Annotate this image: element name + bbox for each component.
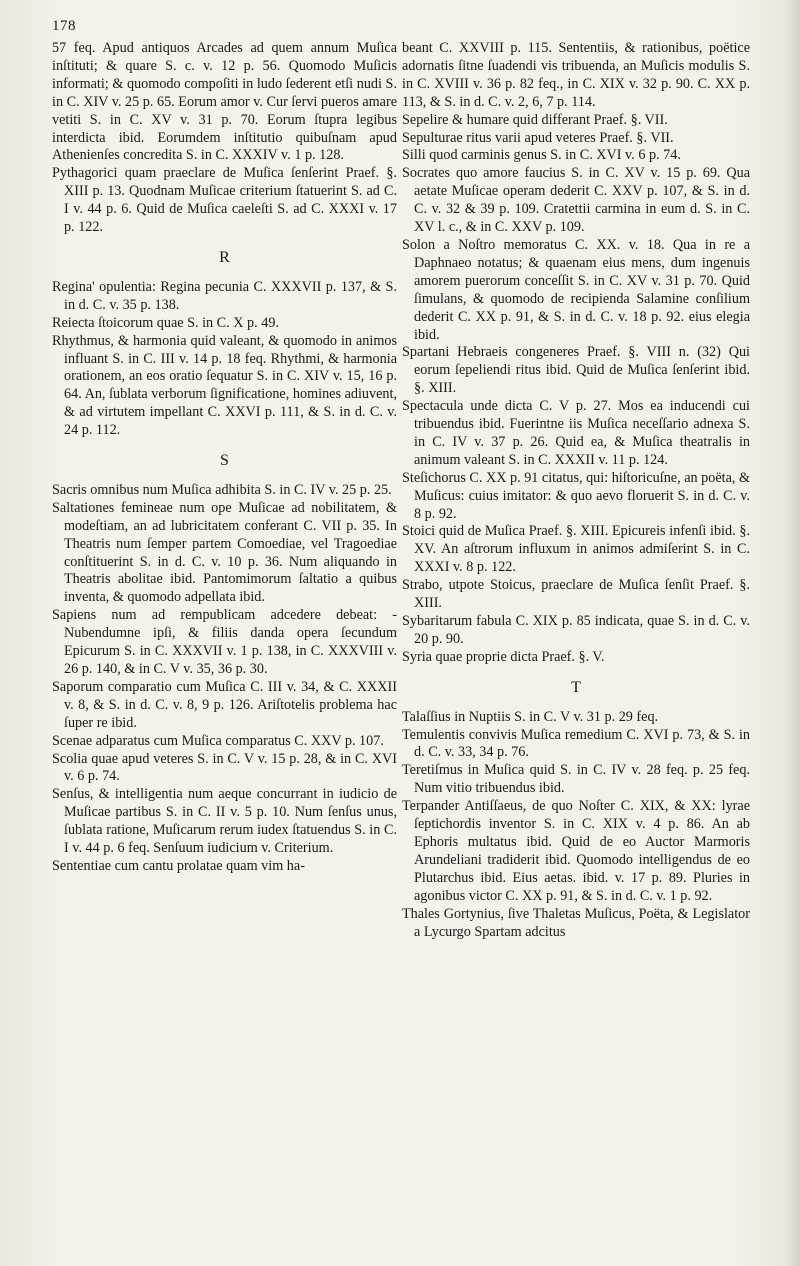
right-column — [402, 40, 750, 941]
index-entry: Sententiae cum cantu prolatae quam vim ha- — [52, 857, 305, 874]
page-edge-shadow — [786, 0, 800, 1266]
section-letter-t: T — [571, 678, 581, 696]
index-entry: Socrates quo amore faucius S. in C. XV v. 15 p. 69. Qua aetate Muſicae operam dederit C. XXV p. 107, & S. in d. C. v. 32 & 39 p. 109. Cratettii carmina in eum d. S. in C. XV l. c., & in C. XXV p. 109. — [402, 165, 750, 236]
index-entry: Senſus, & intelligentia num aeque concurrant in iudicio de Muſicae partibus S. in C. II v. 5 p. 10. Num ſenſus unus, ſublata ratione, Muſicarum rerum iudex ſtatuendus S. in C. I v. 44 p. 6 feq. Senſuum iudicium v. Criterium. — [52, 786, 397, 857]
index-entry: Reiecta ſtoicorum quae S. in C. X p. 49. — [52, 314, 279, 331]
page-number: 178 — [52, 18, 76, 34]
index-entry: Sybaritarum fabula C. XIX p. 85 indicata, quae S. in d. C. v. 20 p. 90. — [402, 613, 750, 647]
index-entry: Sepulturae ritus varii apud veteres Praef. §. VII. — [402, 129, 674, 146]
index-entry: Sepelire & humare quid differant Praef. §. VII. — [402, 111, 668, 128]
index-entry: Scolia quae apud veteres S. in C. V v. 15 p. 28, & in C. XVI v. 6 p. 74. — [52, 750, 397, 785]
index-entry: Sacris omnibus num Muſica adhibita S. in C. IV v. 25 p. 25. — [52, 481, 392, 498]
index-entry: Pythagorici quam praeclare de Muſica ſenſerint Praef. §. XIII p. 13. Quodnam Muſicae criterium ſtatuerint S. ad C. I v. 44 p. 6. Quid de Muſica caeleſti S. ad C. XXXI v. 17 p. 122. — [52, 165, 397, 236]
index-entry: Teretiſmus in Muſica quid S. in C. IV v. 28 feq. p. 25 feq. Num vitio tribuendus ibid. — [402, 762, 750, 797]
index-entry: Steſichorus C. XX p. 91 citatus, qui: hiſtoricuſne, an poëta, & Muſicus: cuius imitator: & quo aevo floruerit S. in d. C. v. 8 p. 92. — [402, 469, 750, 522]
index-entry: Regina' opulentia: Regina pecunia C. XXXVII p. 137, & S. in d. C. v. 35 p. 138. — [52, 278, 397, 313]
index-entry: Spartani Hebraeis congeneres Praef. §. VIII n. (32) Qui eorum ſepeliendi ritus ibid. Quid de Muſica ſenſerint ibid. §. XIII. — [402, 344, 750, 397]
section-letter-r: R — [219, 248, 230, 266]
index-entry: Terpander Antiſſaeus, de quo Noſter C. XIX, & XX: lyrae ſeptichordis inventor S. in C. XIX v. 4 p. 86. An ab Ephoris multatus ibid. Quid de eo Auctor Marmoris Arundeliani tradiderit ibid. Quomodo intelligendus de eo Plutarchus ibid. Eius aetas. ibid. v. 17 p. 89. Pluries in agonibus victor C. XX p. 91, & S. in d. C. v. 1 p. 92. — [402, 798, 750, 904]
section-letter-s: S — [220, 452, 229, 470]
index-entry: Talaſſius in Nuptiis S. in C. V v. 31 p. 29 feq. — [402, 708, 659, 725]
left-column — [52, 40, 397, 876]
index-entry: Thales Gortynius, ſive Thaletas Muſicus, Poëta, & Legislator a Lycurgo Spartam adcitus — [402, 905, 750, 940]
index-entry: Saltationes femineae num ope Muſicae ad nobilitatem, & modeſtiam, an ad lubricitatem conferant C. VII p. 35. In Theatris num ſemper partem Comoediae, vel Tragoediae conſtituerint S. in d. C. v. 10 p. 36. Num aliquando in Theatris abolitae ibid. Pantomimorum ſaltatio a quibus inventa, & quomodo adpellata ibid. — [52, 499, 397, 606]
index-entry-continuation: 57 feq. Apud antiquos Arcades ad quem annum Muſica inſtituti; & quare S. c. v. 12 p. 56. Quomodo Muſicis informati; & quomodo compoſiti in ludo ſederent etſi nudi S. in C. XIV v. 25 p. 65. Eorum amor v. Cur ſervi pueros amare vetiti S. in C. XV v. 31 p. 70. Eorum ſtupra legibus interdicta ibid. Eorumdem inſtitutio quibuſnam apud Athenienſes concredita S. in C. XXXIV v. 1 p. 128. — [52, 40, 397, 164]
index-entry: Solon a Noſtro memoratus C. XX. v. 18. Qua in re a Daphnaeo notatus; & quaenam eius mens, dum ingenuis amorem puerorum conceſſit S. in C. XV v. 31 p. 70. Quid ſimulans, & quomodo de recipienda Salamine conſilium dederit C. XX p. 91, & S. in d. C. v. 18 p. 92. eius elegia ibid. — [402, 236, 750, 343]
index-entry: Spectacula unde dicta C. V p. 27. Mos ea inducendi cui tribuendus ibid. Fuerintne iis Muſica neceſſario adnexa S. in C. IV v. 37 p. 26. Quid ea, & Muſica theatralis in animum valeant S. in C. XXXII v. 11 p. 124. — [402, 398, 750, 468]
index-entry: Syria quae proprie dicta Praef. §. V. — [402, 648, 605, 665]
index-entry: Silli quod carminis genus S. in C. XVI v. 6 p. 74. — [402, 147, 681, 164]
index-entry: Sapiens num ad rempublicam adcedere debeat: - Nubendumne ipſi, & filiis danda opera ſecundum Epicurum S. in C. XXXVII v. 1 p. 138, in C. XXXVIII v. 26 p. 140, & in C. V v. 35, 36 p. 30. — [52, 607, 397, 677]
index-entry: Scenae adparatus cum Muſica comparatus C. XXV p. 107. — [52, 732, 384, 749]
index-entry: Strabo, utpote Stoicus, praeclare de Muſica ſenſit Praef. §. XIII. — [402, 577, 750, 612]
index-entry: Rhythmus, & harmonia quid valeant, & quomodo in animos influant S. in C. III v. 14 p. 18 feq. Rhythmi, & harmonia orationem, an eos oratio ſequatur S. in C. XIV v. 15, 16 p. 64. An, ſublata verborum ſignificatione, homines adiuvent, & ad virtutem impellant C. XXVI p. 111, & S. in d. C. v. 24 p. 112. — [52, 332, 397, 439]
index-entry: Saporum comparatio cum Muſica C. III v. 34, & C. XXXII v. 8, & S. in d. C. v. 8, 9 p. 126. Ariſtotelis problema hac ſuper re ibid. — [52, 678, 397, 731]
index-entry-continuation: beant C. XXVIII p. 115. Sententiis, & rationibus, poëtice adornatis ſitne ſuadendi vis tribuenda, an Muſicis modulis S. in C. XVIII v. 36 p. 82 feq., in C. XIX v. 32 p. 90. C. XX p. 113, & S. in d. C. v. 2, 6, 7 p. 114. — [402, 40, 750, 110]
index-entry: Temulentis convivis Muſica remedium C. XVI p. 73, & S. in d. C. v. 33, 34 p. 76. — [402, 726, 750, 761]
index-entry: Stoici quid de Muſica Praef. §. XIII. Epicureis infenſi ibid. §. XV. An aſtrorum influxum in animos admiſerint S. in C. XXXI v. 8 p. 122. — [402, 523, 750, 576]
